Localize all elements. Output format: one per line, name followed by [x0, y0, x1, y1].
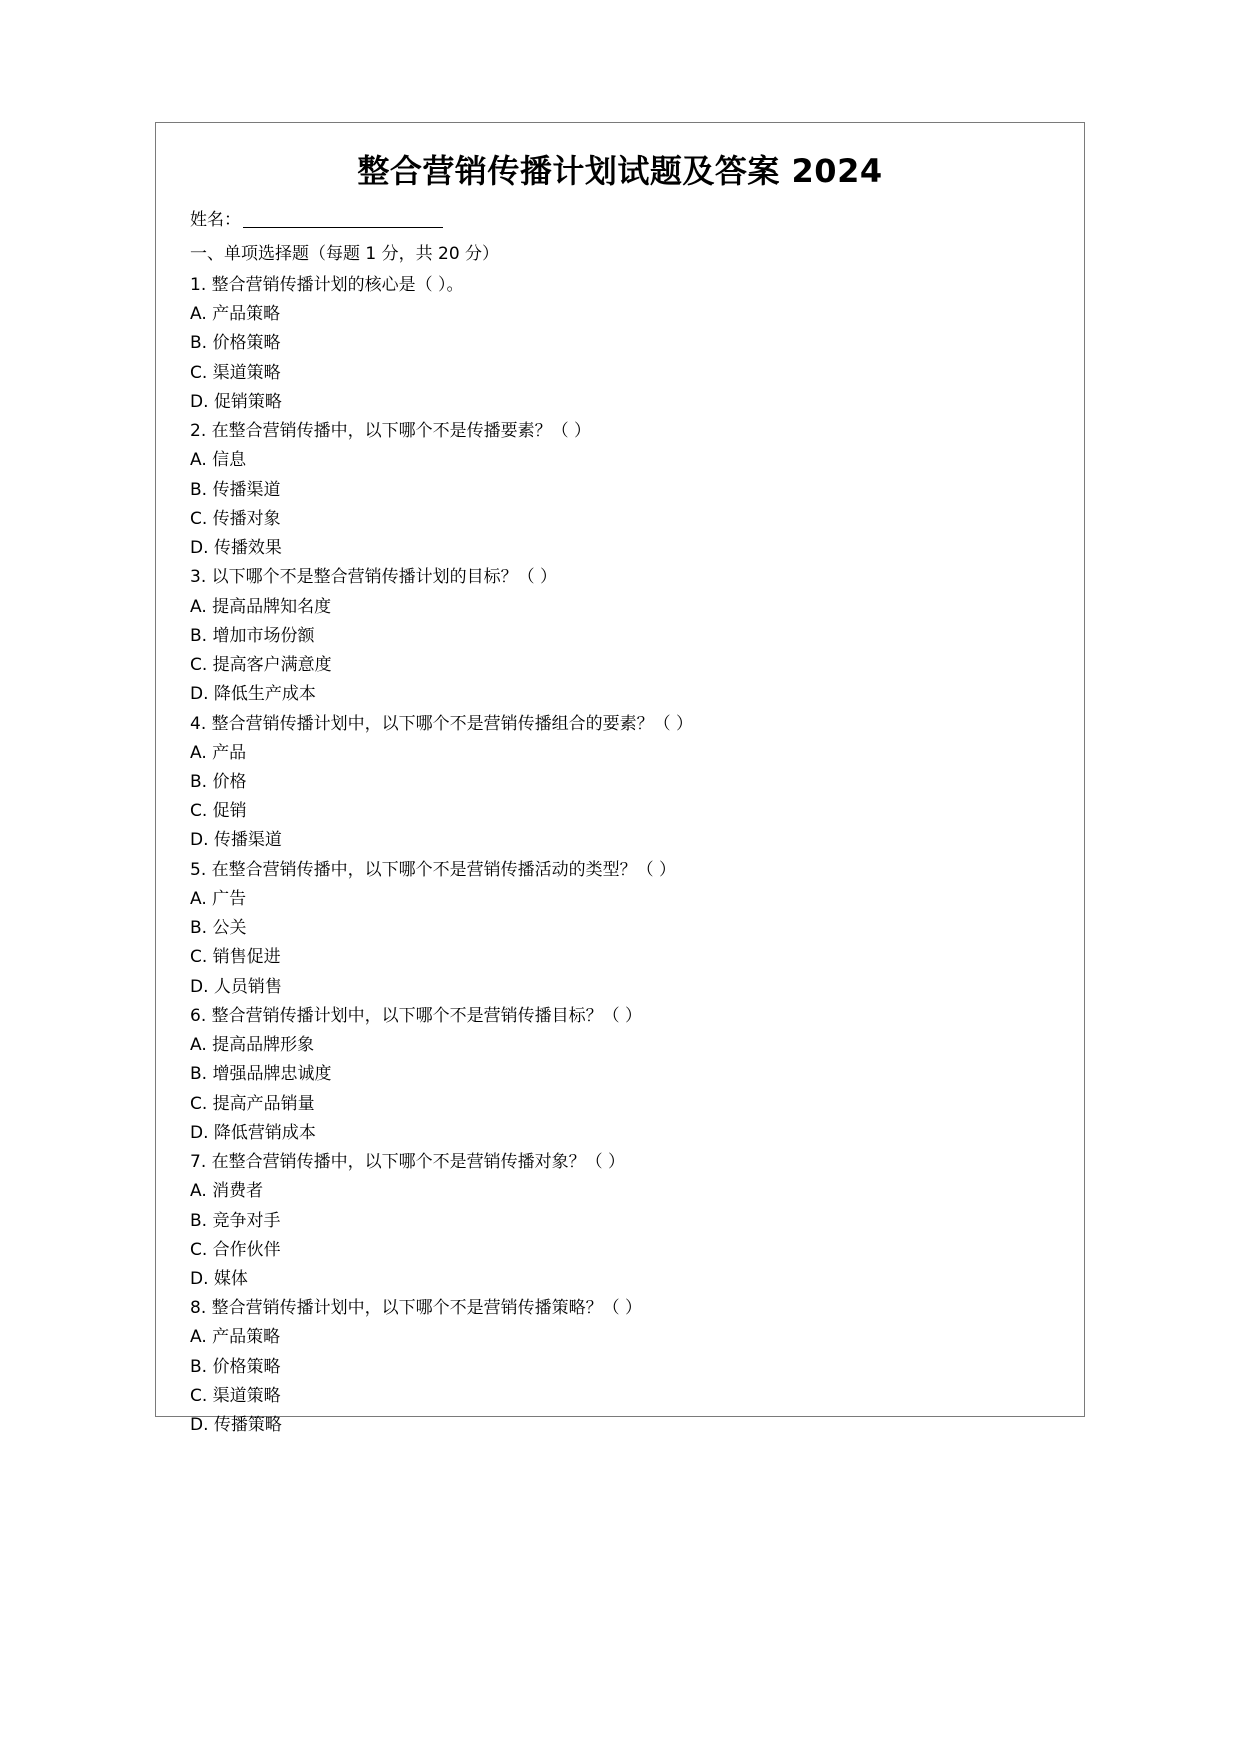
option-item[interactable]: C. 提高客户满意度 — [190, 655, 332, 676]
option-item[interactable]: C. 渠道策略 — [190, 1385, 281, 1406]
question-block — [188, 271, 1052, 417]
option-item[interactable]: B. 增强品牌忠诚度 — [190, 1064, 332, 1085]
option-item[interactable]: C. 渠道策略 — [190, 362, 281, 383]
option-item[interactable]: C. 销售促进 — [190, 947, 281, 968]
option-item[interactable]: A. 广告 — [190, 888, 247, 909]
option-item[interactable]: D. 降低生产成本 — [190, 684, 316, 705]
option-list — [188, 1323, 1052, 1440]
option-item[interactable]: D. 降低营销成本 — [190, 1122, 316, 1143]
option-item[interactable]: B. 传播渠道 — [190, 479, 281, 500]
question-block — [188, 563, 1052, 709]
question-stem: 2. 在整合营销传播中，以下哪个不是传播要素？（ ） — [190, 421, 592, 442]
question-block — [188, 417, 1052, 563]
option-item[interactable]: B. 竞争对手 — [190, 1210, 281, 1231]
option-item[interactable]: C. 促销 — [190, 801, 247, 822]
option-item[interactable]: B. 增加市场份额 — [190, 625, 315, 646]
option-item[interactable]: D. 媒体 — [190, 1268, 248, 1289]
option-item[interactable]: A. 产品 — [190, 742, 247, 763]
option-item[interactable]: D. 促销策略 — [190, 391, 282, 412]
section-heading: 一、单项选择题（每题 1 分，共 20 分） — [190, 243, 500, 264]
option-list — [188, 739, 1052, 856]
option-item[interactable]: A. 产品策略 — [190, 304, 281, 325]
question-stem: 4. 整合营销传播计划中，以下哪个不是营销传播组合的要素？（ ） — [190, 713, 694, 734]
option-item[interactable]: B. 价格策略 — [190, 1356, 281, 1377]
question-block — [188, 1148, 1052, 1294]
option-item[interactable]: D. 传播策略 — [190, 1415, 282, 1436]
option-item[interactable]: A. 消费者 — [190, 1181, 264, 1202]
question-stem: 5. 在整合营销传播中，以下哪个不是营销传播活动的类型？（ ） — [190, 859, 677, 880]
option-item[interactable]: B. 价格 — [190, 772, 247, 792]
option-list — [188, 1177, 1052, 1294]
question-block — [188, 856, 1052, 1002]
option-item[interactable]: D. 传播效果 — [190, 538, 282, 559]
option-item[interactable]: A. 提高品牌知名度 — [190, 596, 332, 617]
question-stem: 1. 整合营销传播计划的核心是（ ）。 — [190, 275, 464, 296]
option-item[interactable]: A. 提高品牌形象 — [190, 1035, 315, 1056]
option-item[interactable]: C. 合作伙伴 — [190, 1239, 281, 1260]
option-item[interactable]: C. 提高产品销量 — [190, 1093, 315, 1114]
question-stem: 7. 在整合营销传播中，以下哪个不是营销传播对象？（ ） — [190, 1152, 626, 1173]
option-list — [188, 446, 1052, 563]
question-block — [188, 710, 1052, 856]
name-field-line — [190, 207, 1052, 234]
option-item[interactable]: B. 公关 — [190, 918, 247, 939]
option-item[interactable]: A. 产品策略 — [190, 1327, 281, 1348]
option-item[interactable]: C. 传播对象 — [190, 508, 281, 529]
option-item[interactable]: A. 信息 — [190, 450, 247, 471]
option-list — [188, 885, 1052, 1002]
question-stem: 8. 整合营销传播计划中，以下哪个不是营销传播策略？（ ） — [190, 1298, 643, 1319]
option-list — [188, 300, 1052, 417]
option-item[interactable]: D. 传播渠道 — [190, 830, 282, 851]
question-block — [188, 1002, 1052, 1148]
name-blank-line[interactable] — [243, 210, 443, 228]
question-block — [188, 1294, 1052, 1440]
option-item[interactable]: B. 价格策略 — [190, 333, 281, 354]
question-stem: 3. 以下哪个不是整合营销传播计划的目标？（ ） — [190, 567, 558, 588]
name-label: 姓名： — [190, 209, 241, 230]
option-list — [188, 1031, 1052, 1148]
option-item[interactable]: D. 人员销售 — [190, 976, 282, 997]
page-title: 整合营销传播计划试题及答案 2024 — [357, 152, 883, 190]
question-stem: 6. 整合营销传播计划中，以下哪个不是营销传播目标？（ ） — [190, 1005, 643, 1026]
document-page — [155, 122, 1085, 1436]
option-list — [188, 593, 1052, 710]
